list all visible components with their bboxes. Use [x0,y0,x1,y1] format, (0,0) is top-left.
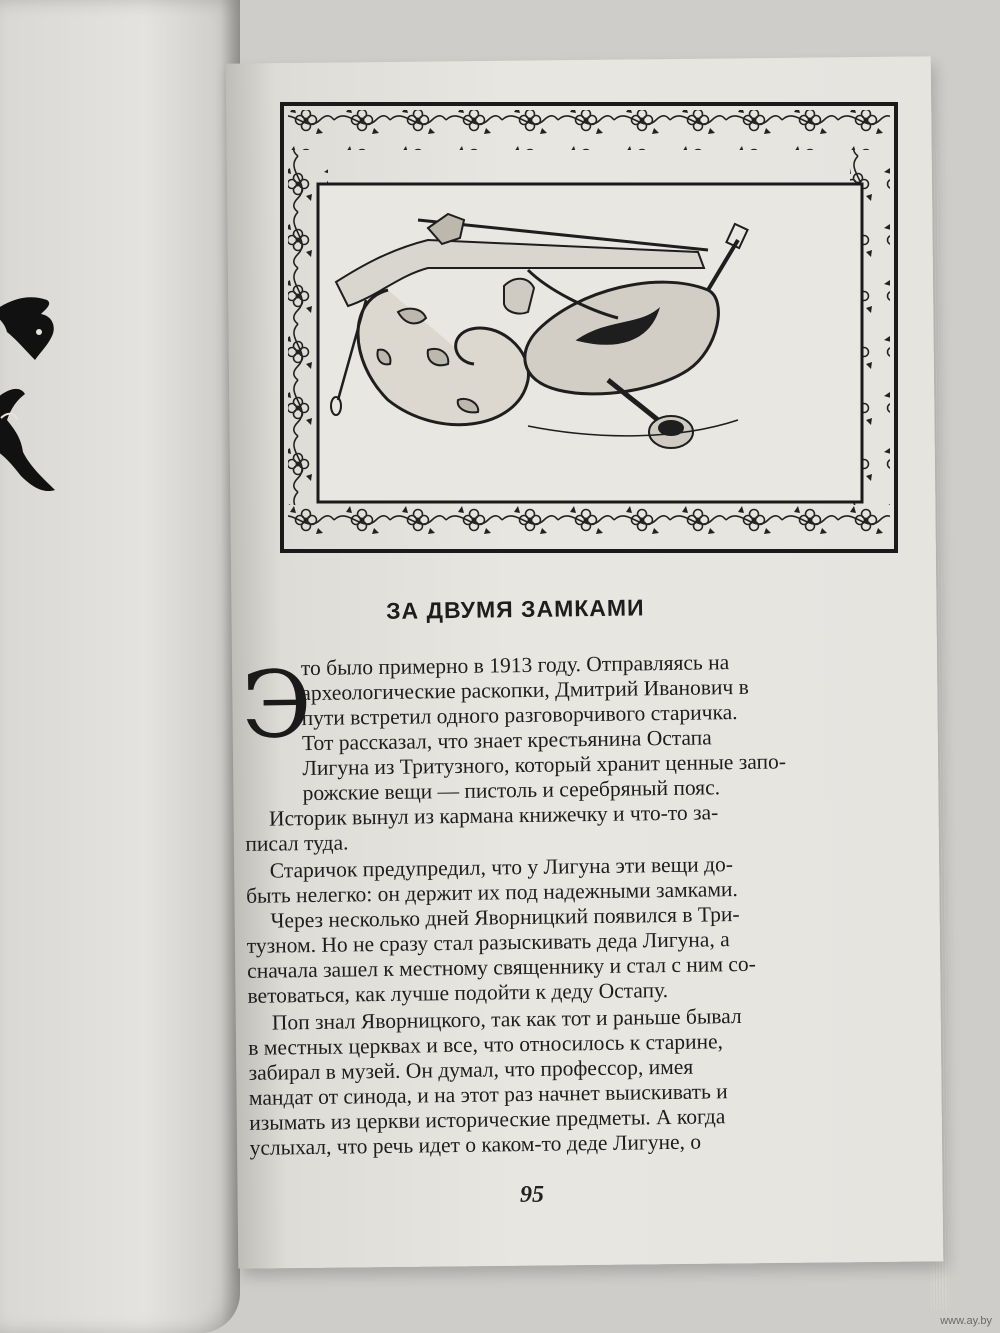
page-number: 95 [520,1182,544,1208]
text-line: Через несколько дней Яворницкий появился в Три- [270,902,740,933]
text-line: в местных церквах и все, что относилось к старине, [248,1029,724,1060]
horse-illustration [0,280,65,550]
text-line: быть нелегко: он держит их под надежными замками. [245,877,739,908]
text-line: Старичок предупредил, что у Лигуна эти вещи до- [269,852,734,883]
ornamental-illustration [278,100,900,555]
text-line: писал туда. [245,830,349,856]
watermark: www.ay.by [940,1315,992,1327]
text-line: то было примерно в 1913 году. Отправляясь на [300,650,730,681]
text-line: ветоваться, как лучше подойти к деду Остапу. [247,978,669,1008]
drop-cap: Э [240,650,313,759]
text-line: Лигуна из Тритузного, который хранит ценные запо- [302,749,787,781]
text-line: сначала зашел к местному священнику и стал с ним со- [247,951,756,983]
text-line: Историк вынул из кармана книжечку и что-то за- [268,800,719,831]
text-line: мандат от синода, и на этот раз начнет выискивать и [248,1079,728,1110]
text-line: забирал в музей. Он думал, что профессор, имея [248,1054,694,1085]
chapter-title: ЗА ДВУМЯ ЗАМКАМИ [385,594,645,624]
text-line: тузном. Но не сразу стал разыскивать деда Лигуна, а [246,927,730,958]
text-line: Поп знал Яворницкого, так как тот и раньше бывал [271,1004,742,1035]
text-line: пути встретил одного разговорчивого старичка. [301,700,738,731]
text-line: Тот рассказал, что знает крестьянина Остапа [301,725,712,756]
text-line: рожские вещи — пистоль и серебряный пояс. [302,775,721,806]
text-line: изымать из церкви исторические предметы. А когда [249,1104,726,1135]
text-line: археологические раскопки, Дмитрий Иванович в [301,674,749,706]
left-page [0,0,240,1333]
text-line: услыхал, что речь идет о каком-то деде Лигуне, о [249,1129,702,1160]
